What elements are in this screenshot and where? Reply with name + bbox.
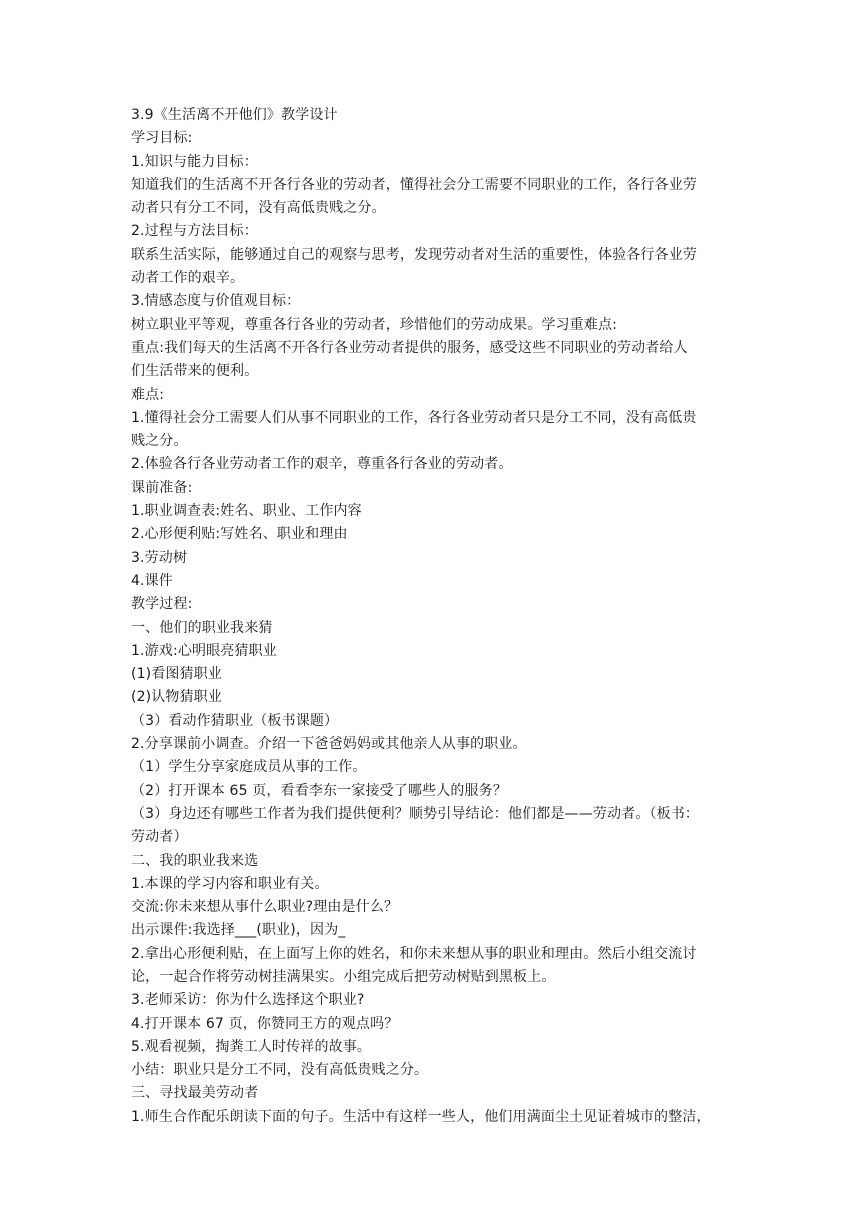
- text-line: 知道我们的生活离不开各行各业的劳动者，懂得社会分工需要不同职业的工作，各行各业劳: [131, 176, 697, 193]
- text-line: 1.懂得社会分工需要人们从事不同职业的工作，各行各业劳动者只是分工不同，没有高低贵: [131, 409, 697, 426]
- part-3-heading: 三、寻找最美劳动者: [131, 1085, 259, 1102]
- text-line: 们生活带来的便利。: [131, 363, 259, 380]
- text-line: 4.打开课本 67 页，你赞同王方的观点吗？: [131, 1015, 399, 1032]
- list-item: (1)看图猜职业: [131, 666, 223, 683]
- objective-1-heading: 1.知识与能力目标：: [131, 153, 258, 170]
- key-point-line: 重点:我们每天的生活离不开各行各业劳动者提供的服务，感受这些不同职业的劳动者给人: [131, 339, 688, 356]
- process-heading: 教学过程:: [131, 596, 193, 613]
- part-1-heading: 一、他们的职业我来猜: [131, 619, 273, 636]
- list-item: 2.心形便利贴:写姓名、职业和理由: [131, 526, 348, 543]
- part-2-heading: 二、我的职业我来选: [131, 852, 259, 869]
- list-item: （1）学生分享家庭成员从事的工作。: [131, 759, 367, 776]
- text-line: 贱之分。: [131, 433, 188, 450]
- document-title: 3.9《生活离不开他们》教学设计: [131, 107, 338, 123]
- objective-2-heading: 2.过程与方法目标：: [131, 223, 258, 240]
- text-line: 1.师生合作配乐朗读下面的句子。生活中有这样一些人，他们用满面尘土见证着城市的整洁，: [131, 1108, 711, 1125]
- text-line: 动者只有分工不同，没有高低贵贱之分。: [131, 200, 386, 217]
- list-item: （3）身边还有哪些工作者为我们提供便利？顺势引导结论：他们都是——劳动者。（板书：: [131, 805, 700, 822]
- list-item: 1.职业调查表:姓名、职业、工作内容: [131, 503, 362, 520]
- list-item: (2)认物猜职业: [131, 689, 223, 706]
- list-item: （2）打开课本 65 页，看看李东一家接受了哪些人的服务？: [131, 782, 507, 799]
- list-item: 3.劳动树: [131, 549, 188, 566]
- text-line: 动者工作的艰辛。: [131, 270, 245, 287]
- preparation-heading: 课前准备:: [131, 479, 193, 496]
- text-line: 1.游戏:心明眼亮猜职业: [131, 642, 277, 659]
- text-line: 论，一起合作将劳动树挂满果实。小组完成后把劳动树贴到黑板上。: [131, 968, 556, 985]
- difficulty-heading: 难点:: [131, 386, 165, 403]
- text-line: 2.拿出心形便利贴，在上面写上你的姓名，和你未来想从事的职业和理由。然后小组交流讨: [131, 945, 697, 962]
- text-line: 树立职业平等观，尊重各行各业的劳动者，珍惜他们的劳动成果。学习重难点:: [131, 316, 617, 333]
- section-heading-objectives: 学习目标:: [131, 130, 193, 147]
- objective-3-heading: 3.情感态度与价值观目标：: [131, 293, 301, 310]
- list-item: 4.课件: [131, 572, 173, 589]
- text-line: 劳动者）: [131, 829, 188, 846]
- document-body: [131, 104, 731, 1129]
- text-line: 5.观看视频，掏粪工人时传祥的故事。: [131, 1038, 372, 1055]
- text-line: 3.老师采访：你为什么选择这个职业?: [131, 992, 365, 1009]
- text-line: 交流:你未来想从事什么职业?理由是什么？: [131, 899, 399, 916]
- text-line: 2.分享课前小调查。介绍一下爸爸妈妈或其他亲人从事的职业。: [131, 736, 527, 753]
- text-line: 联系生活实际，能够通过自己的观察与思考，发现劳动者对生活的重要性，体验各行各业劳: [131, 246, 697, 263]
- summary-line: 小结：职业只是分工不同，没有高低贵贱之分。: [131, 1062, 429, 1079]
- list-item: （3）看动作猜职业（板书课题）: [131, 712, 339, 729]
- text-line: 1.本课的学习内容和职业有关。: [131, 875, 329, 892]
- text-line: 出示课件:我选择___(职业)，因为_: [131, 922, 346, 939]
- text-line: 2.体验各行各业劳动者工作的艰辛，尊重各行各业的劳动者。: [131, 456, 513, 473]
